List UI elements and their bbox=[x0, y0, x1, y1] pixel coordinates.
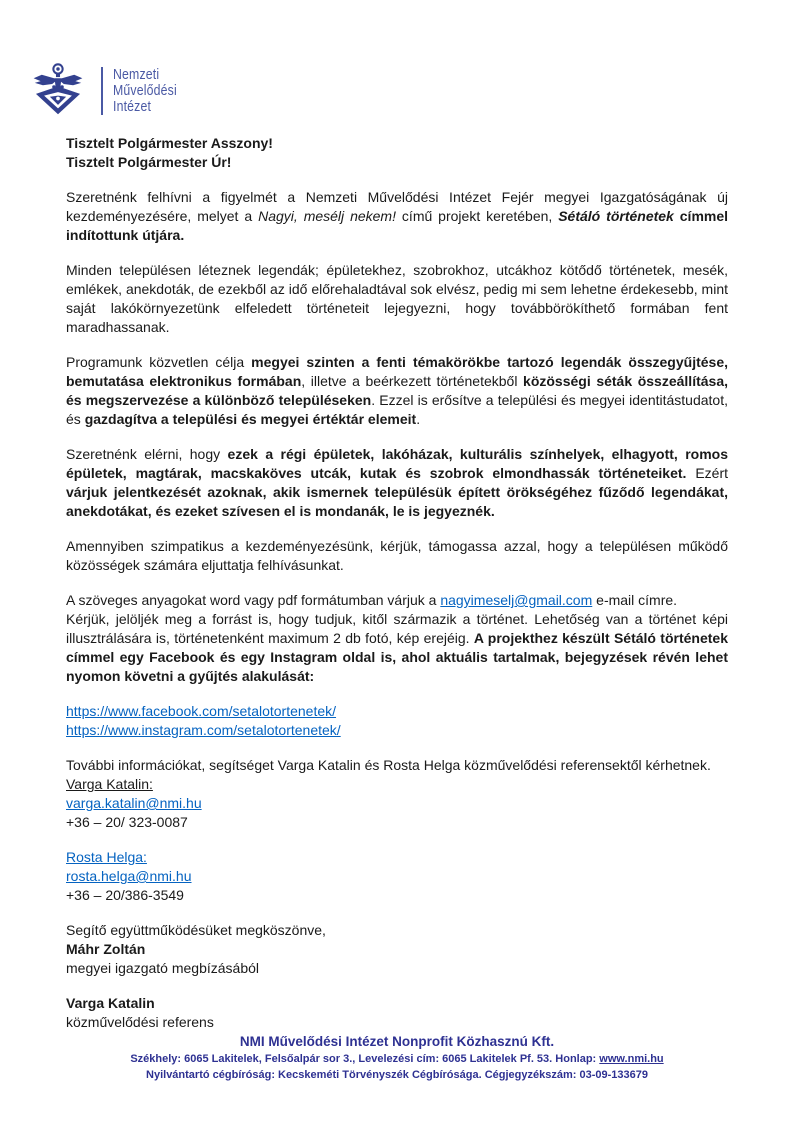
logo-wordmark bbox=[113, 67, 177, 115]
p6-text: A szöveges anyagokat word vagy pdf formátumban várjuk a bbox=[66, 592, 441, 608]
p3-bold-3: gazdagítva a települési és megyei értéktár elemeit bbox=[84, 411, 417, 427]
p7-text: Kérjük, jelöljék meg a forrást is, hogy tudjuk, kitől származik a történet. Lehetőség van a történet képi illusztrálására is, történetenként maximum 2 db fotó, kép erejéig. bbox=[66, 611, 728, 646]
p1-text3: címmel indítottunk útjára. bbox=[66, 208, 729, 243]
rosta-phone: +36 – 20/386-3549 bbox=[66, 887, 184, 903]
varga-phone: +36 – 20/ 323-0087 bbox=[66, 814, 188, 830]
facebook-link[interactable]: https://www.facebook.com/setalotortenetek/ bbox=[66, 703, 337, 719]
p6-text2: e-mail címre. bbox=[592, 592, 678, 608]
contacts-intro-block bbox=[66, 756, 728, 832]
p4-bold-1: ezek a régi épületek, lakóházak, kulturális színhelyek, elhagyott, romos épületek, magtárak, macskaköves utcák, kutak és szobrok elmondhassák történeteiket. bbox=[66, 446, 728, 481]
p3-text: Programunk közvetlen célja bbox=[66, 354, 252, 370]
closing-thanks: Segítő együttműködésüket megköszönve, bbox=[66, 922, 326, 938]
logo-word-3: Intézet bbox=[113, 98, 152, 115]
paragraph-source bbox=[66, 610, 728, 686]
logo-word-2: Művelődési bbox=[113, 82, 177, 99]
p7-bold: A projekthez készült Sétáló történetek címmel egy Facebook és egy Instagram oldal is, ahol aktuális tartalmak, bejegyzések révén lehet nyomon követni a gyűjtés alakulását: bbox=[66, 630, 728, 684]
closing-name-mahr: Máhr Zoltán bbox=[66, 941, 146, 957]
rosta-label-link[interactable]: Rosta Helga: bbox=[66, 849, 147, 865]
rosta-email-link[interactable]: rosta.helga@nmi.hu bbox=[66, 868, 192, 884]
p4-text: Szeretnénk elérni, hogy bbox=[66, 446, 228, 462]
p1-project-name: Nagyi, mesélj nekem! bbox=[258, 208, 396, 224]
footer-registry-line: Nyilvántartó cégbíróság: Kecskeméti Törvényszék Cégbírósága. Cégjegyzékszám: 03-09-133679 bbox=[146, 1069, 648, 1081]
instagram-link[interactable]: https://www.instagram.com/setalotortenetek/ bbox=[66, 722, 341, 738]
salutation-line-2: Tisztelt Polgármester Úr! bbox=[66, 154, 232, 170]
p3-text4: . bbox=[416, 411, 421, 427]
p4-bold-2: várjuk jelentkezését azoknak, akik ismernek településük épített örökségéhez fűződő legendákat, anekdotákat, és ezeket szívesen el is mondanák, le is jegyeznék. bbox=[66, 484, 728, 519]
paragraph-email bbox=[66, 591, 728, 610]
closing-role-mahr: megyei igazgató megbízásából bbox=[66, 960, 260, 976]
gmail-link[interactable]: nagyimeselj@gmail.com bbox=[440, 592, 593, 608]
contacts-intro: További információkat, segítséget Varga Katalin és Rosta Helga közművelődési referensektől kérhetnek. bbox=[66, 757, 711, 773]
nmi-website-link[interactable]: www.nmi.hu bbox=[599, 1053, 664, 1065]
closing-role-varga: közművelődési referens bbox=[66, 1014, 214, 1030]
p3-text3: . Ezzel is erősítve a települési és megyei identitástudatot, és bbox=[66, 392, 728, 427]
varga-email-link[interactable]: varga.katalin@nmi.hu bbox=[66, 795, 202, 811]
logo-separator bbox=[101, 67, 103, 115]
footer-address-text: Székhely: 6065 Lakitelek, Felsőalpár sor 3., Levelezési cím: 6065 Lakitelek Pf. 53. Honlap: bbox=[130, 1053, 600, 1065]
rosta-contact-block bbox=[66, 848, 728, 905]
footer-address-line bbox=[0, 1051, 794, 1067]
closing-name-varga: Varga Katalin bbox=[66, 995, 155, 1011]
social-links bbox=[66, 702, 728, 740]
paragraph-intro bbox=[66, 188, 728, 245]
nmi-logo bbox=[29, 62, 794, 120]
p3-bold-2: közösségi séták összeállítása, és megszervezése a különböző településeken bbox=[66, 373, 728, 408]
closing-block-2 bbox=[66, 994, 728, 1032]
logo-word-1: Nemzeti bbox=[113, 66, 160, 83]
p4-text2: Ezért bbox=[686, 465, 728, 481]
p3-bold-1: megyei szinten a fenti témakörökbe tartozó legendák összegyűjtése, bemutatása elektronikus formában bbox=[66, 354, 728, 389]
letter-body bbox=[0, 134, 794, 1032]
paragraph-support: Amennyiben szimpatikus a kezdeményezésünk, kérjük, támogassa azzal, hogy a településen működő közösségek számára eljuttatja felhívásunkat. bbox=[66, 538, 728, 573]
paragraph-wish bbox=[66, 445, 728, 521]
p1-text: Szeretnénk felhívni a figyelmét a Nemzeti Művelődési Intézet Fejér megyei Igazgatóságának új kezdeményezésére, melyet a bbox=[66, 189, 728, 224]
company-footer bbox=[0, 1033, 794, 1083]
paragraph-legends: Minden településen léteznek legendák; épületekhez, szobrokhoz, utcákhoz kötődő történetek, mesék, emlékek, anekdoták, de ezekből az idő előrehaladtával sok elvész, pedig mi sem lehetne érdekesebb, mint saját lakókörnyezetünk elfeledett történeteit lejegyezni, hogy továbbörökíthető formában fent maradhassanak. bbox=[66, 262, 728, 335]
salutation bbox=[66, 134, 728, 172]
footer-company-name: NMI Művelődési Intézet Nonprofit Közhasznú Kft. bbox=[239, 1034, 555, 1049]
varga-label: Varga Katalin: bbox=[66, 776, 153, 792]
p1-text2: című projekt keretében, bbox=[396, 208, 559, 224]
paragraph-goal bbox=[66, 353, 728, 429]
p3-text2: , illetve a beérkezett történetekből bbox=[301, 373, 524, 389]
closing-block-1 bbox=[66, 921, 728, 978]
salutation-line-1: Tisztelt Polgármester Asszony! bbox=[66, 135, 273, 151]
nmi-folk-emblem-icon bbox=[29, 62, 87, 120]
p1-program-name: Sétáló történetek bbox=[558, 208, 674, 224]
